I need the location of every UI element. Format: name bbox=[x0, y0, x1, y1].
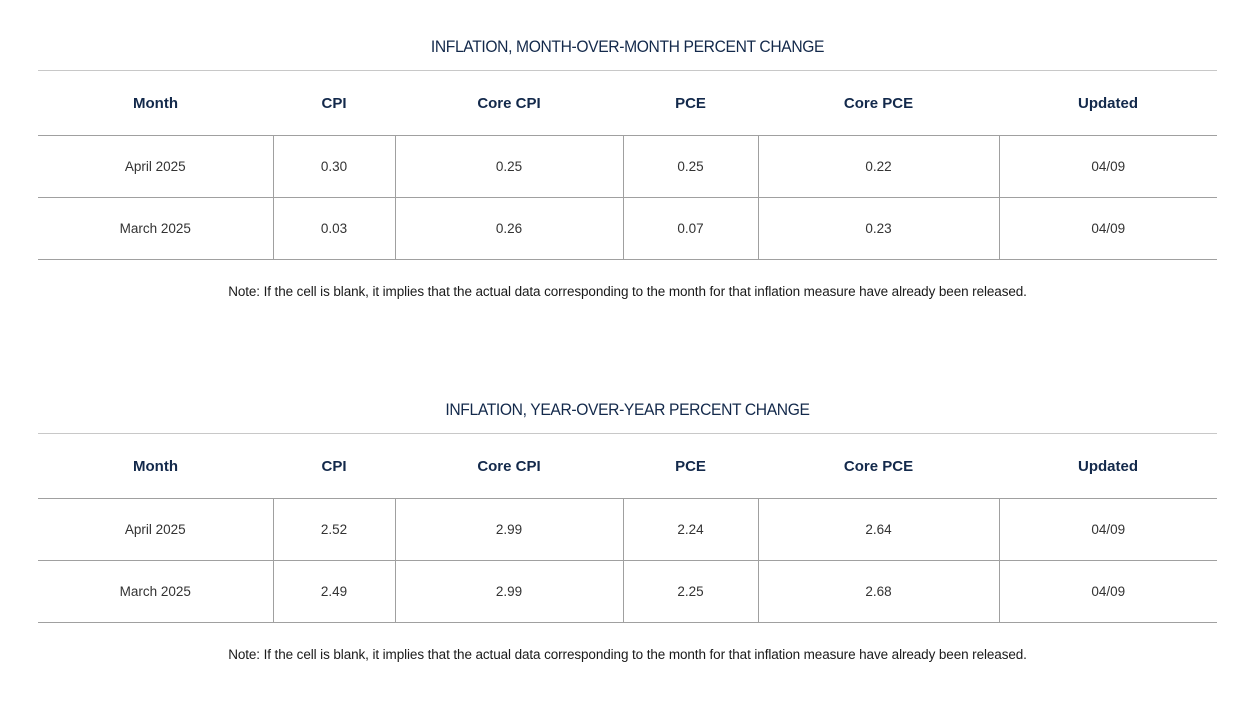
header-core-pce: Core PCE bbox=[758, 71, 999, 136]
cell-updated: 04/09 bbox=[999, 561, 1217, 623]
yoy-inflation-table bbox=[38, 433, 1217, 623]
cell-month: March 2025 bbox=[119, 221, 191, 236]
header-core-pce: Core PCE bbox=[758, 434, 999, 499]
cell-core-pce: 0.23 bbox=[758, 198, 999, 260]
header-cpi: CPI bbox=[273, 434, 395, 499]
cell-core-pce: 2.68 bbox=[758, 561, 999, 623]
cell-core-cpi: 0.26 bbox=[395, 198, 623, 260]
cell-pce: 0.07 bbox=[623, 198, 758, 260]
table-row bbox=[38, 499, 1217, 561]
table-row bbox=[38, 198, 1217, 260]
cell-pce: 2.25 bbox=[623, 561, 758, 623]
yoy-inflation-section bbox=[38, 397, 1217, 662]
cell-updated: 04/09 bbox=[999, 136, 1217, 198]
header-pce: PCE bbox=[623, 434, 758, 499]
yoy-table-title: INFLATION, YEAR-OVER-YEAR PERCENT CHANGE bbox=[445, 400, 810, 419]
mom-inflation-table bbox=[38, 70, 1217, 260]
cell-cpi: 0.03 bbox=[273, 198, 395, 260]
yoy-table-note: Note: If the cell is blank, it implies that the actual data corresponding to the month for that inflation measure have already been released. bbox=[228, 647, 1027, 662]
header-pce: PCE bbox=[623, 71, 758, 136]
cell-core-pce: 0.22 bbox=[758, 136, 999, 198]
cell-cpi: 2.52 bbox=[273, 499, 395, 561]
cell-core-cpi: 2.99 bbox=[395, 561, 623, 623]
table-header-row bbox=[38, 434, 1217, 499]
header-updated: Updated bbox=[999, 434, 1217, 499]
mom-table-title: INFLATION, MONTH-OVER-MONTH PERCENT CHANGE bbox=[430, 37, 825, 56]
header-core-cpi: Core CPI bbox=[395, 434, 623, 499]
cell-core-pce: 2.64 bbox=[758, 499, 999, 561]
header-month: Month bbox=[38, 71, 273, 136]
header-cpi: CPI bbox=[273, 71, 395, 136]
cell-updated: 04/09 bbox=[999, 198, 1217, 260]
mom-inflation-section bbox=[38, 34, 1217, 299]
cell-updated: 04/09 bbox=[999, 499, 1217, 561]
cell-core-cpi: 0.25 bbox=[395, 136, 623, 198]
table-row bbox=[38, 561, 1217, 623]
cell-month: April 2025 bbox=[38, 136, 273, 198]
header-updated: Updated bbox=[999, 71, 1217, 136]
cell-pce: 0.25 bbox=[623, 136, 758, 198]
cell-core-cpi: 2.99 bbox=[395, 499, 623, 561]
cell-month: April 2025 bbox=[38, 499, 273, 561]
mom-table-note: Note: If the cell is blank, it implies that the actual data corresponding to the month for that inflation measure have already been released. bbox=[228, 284, 1027, 299]
header-month: Month bbox=[38, 434, 273, 499]
cell-pce: 2.24 bbox=[623, 499, 758, 561]
table-header-row bbox=[38, 71, 1217, 136]
cell-cpi: 2.49 bbox=[273, 561, 395, 623]
header-core-cpi: Core CPI bbox=[395, 71, 623, 136]
cell-cpi: 0.30 bbox=[273, 136, 395, 198]
cell-month: March 2025 bbox=[119, 584, 191, 599]
table-row bbox=[38, 136, 1217, 198]
